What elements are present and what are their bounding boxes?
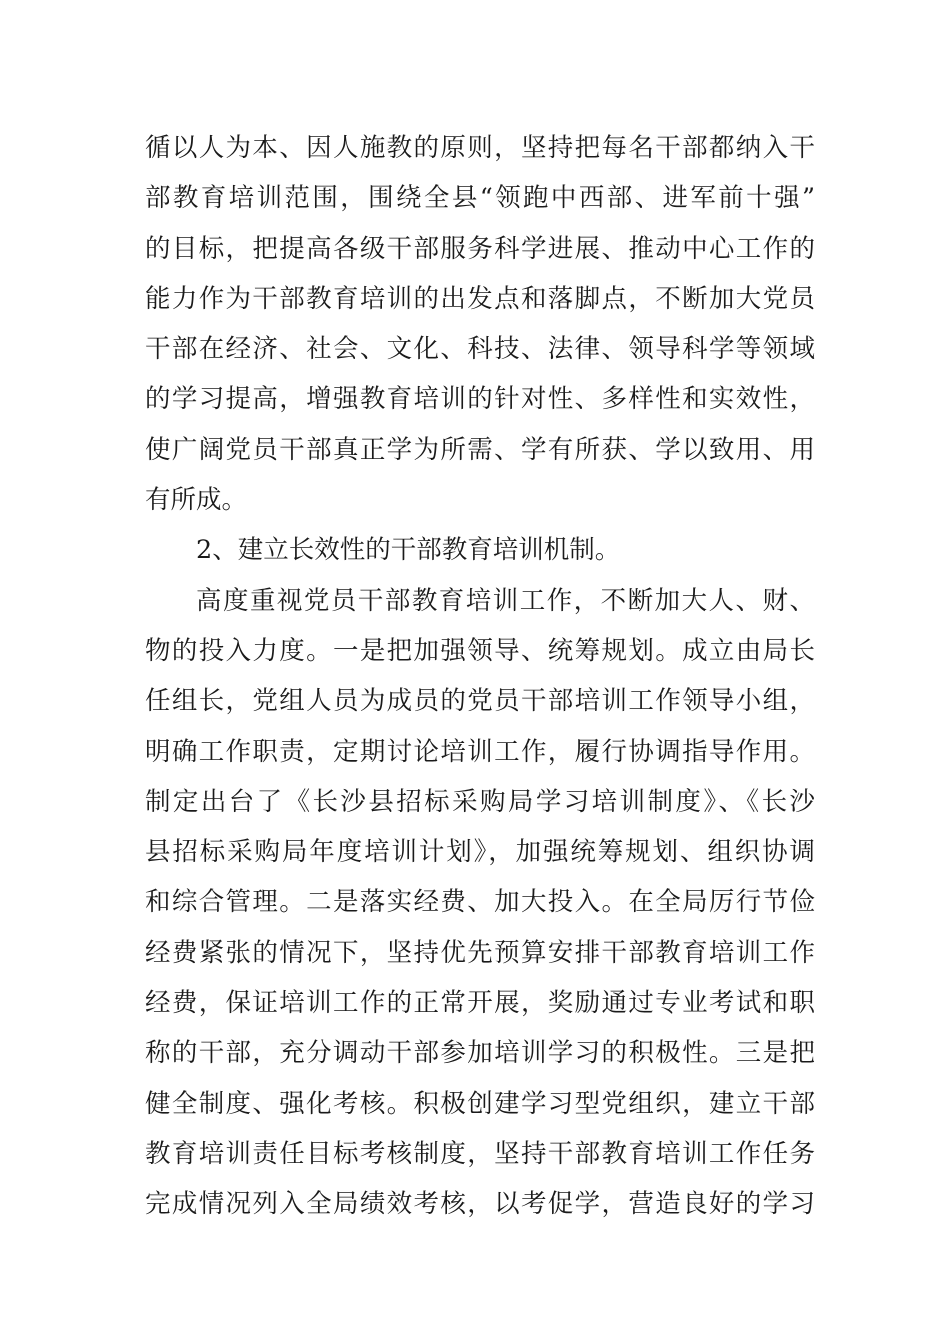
text-line: 完成情况列入全局绩效考核，以考促学，营造良好的学习 — [145, 1189, 815, 1220]
text-line: 干部在经济、社会、文化、科技、法律、领导科学等领域 — [145, 334, 815, 365]
text-line: 能力作为干部教育培训的出发点和落脚点，不断加大党员 — [145, 283, 815, 314]
text-line: 经费紧张的情况下，坚持优先预算安排干部教育培训工作 — [145, 937, 815, 968]
text-line: 部教育培训范围，围绕全县“领跑中西部、进军前十强” — [145, 183, 815, 214]
text-line: 明确工作职责，定期讨论培训工作，履行协调指导作用。 — [145, 736, 815, 767]
text-line: 制定出台了《长沙县招标采购局学习培训制度》、《长沙 — [145, 786, 815, 817]
text-line: 循以人为本、因人施教的原则，坚持把每名干部都纳入干 — [145, 133, 815, 163]
text-line: 任组长，党组人员为成员的党员干部培训工作领导小组， — [145, 686, 815, 717]
text-line: 物的投入力度。一是把加强领导、统筹规划。成立由局长 — [145, 635, 815, 666]
text-line: 的学习提高，增强教育培训的针对性、多样性和实效性， — [145, 384, 815, 415]
body-text — [145, 123, 815, 1230]
text-line: 2、建立长效性的干部教育培训机制。 — [196, 535, 621, 566]
text-line: 健全制度、强化考核。积极创建学习型党组织，建立干部 — [145, 1088, 815, 1119]
text-line: 县招标采购局年度培训计划》，加强统筹规划、组织协调 — [145, 837, 815, 868]
text-line: 有所成。 — [145, 485, 248, 516]
text-line: 的目标，把提高各级干部服务科学进展、推动中心工作的 — [145, 233, 815, 264]
text-line: 称的干部，充分调动干部参加培训学习的积极性。三是把 — [145, 1038, 815, 1069]
text-line: 经费，保证培训工作的正常开展，奖励通过专业考试和职 — [145, 988, 815, 1019]
text-line: 高度重视党员干部教育培训工作，不断加大人、财、 — [196, 585, 815, 616]
text-line: 教育培训责任目标考核制度，坚持干部教育培训工作任务 — [145, 1138, 815, 1169]
text-line: 和综合管理。二是落实经费、加大投入。在全局厉行节俭 — [145, 887, 815, 918]
text-line: 使广阔党员干部真正学为所需、学有所获、学以致用、用 — [145, 434, 815, 465]
